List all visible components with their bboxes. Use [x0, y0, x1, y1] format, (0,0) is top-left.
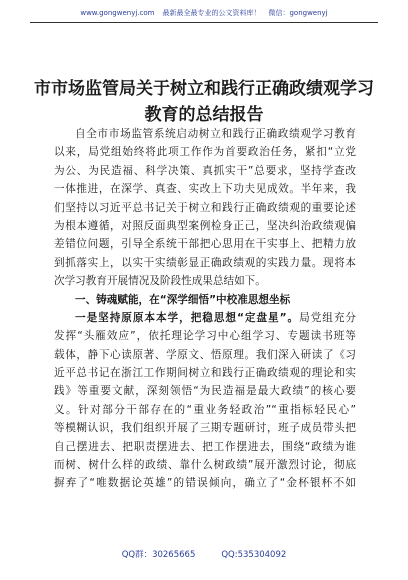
- body-line: 到抓落实上，以实干实绩彰显正确政绩观的实践力量。现将本: [54, 256, 356, 269]
- body-line: 等模糊认识，我们组织开展了三期专题研讨，班子成员带头把: [54, 422, 356, 435]
- header-wechat: 微信：gongwenyj: [268, 9, 328, 17]
- header-site[interactable]: www.gongwenyj.com: [80, 9, 155, 17]
- body-line: 自全市市场监管系统启动树立和践行正确政绩观学习教育: [75, 128, 356, 140]
- body-line: 次学习教育开展情况及阶段性成果总结如下。: [54, 275, 266, 288]
- body-line: 摒弃了“唯数据论英雄”的错误倾向，确立了“金杯银杯不如: [54, 477, 356, 490]
- footer-qq-group: QQ群：30265665: [121, 550, 196, 560]
- document-title: [0, 76, 408, 128]
- subsection-lead: 一是坚持原原本本学，把稳思想“定盘星”。: [75, 311, 300, 324]
- subsection-lead-rest: 局党组充分: [299, 311, 356, 324]
- document-body: [54, 125, 356, 493]
- body-line: 以来，局党组始终将此项工作作为首要政治任务，紧扣“立党: [54, 146, 356, 159]
- header-slogan: 最新最全最专业的公文资料库！: [162, 9, 261, 17]
- body-line: 自己摆进去、把职责摆进去、把工作摆进去，围绕“政绩为谁: [54, 440, 356, 453]
- body-line: 义。针对部分干部存在的“重业务轻政治”“重指标轻民心”: [54, 403, 356, 416]
- body-line: 们坚持以习近平总书记关于树立和践行正确政绩观的重要论述: [54, 201, 356, 214]
- body-line: 载体，静下心读原著、学原文、悟原理。我们深入研读了《习: [54, 348, 356, 361]
- body-line: 近平总书记在浙江工作期间树立和践行正确政绩观的理论和实: [54, 367, 356, 380]
- title-line-1: 市市场监管局关于树立和践行正确政绩观学习: [34, 79, 374, 99]
- body-line: 而树、树什么样的政绩、靠什么树政绩”展开激烈讨论，彻底: [54, 459, 356, 472]
- section-heading: 一、铸魂赋能，在“深学细悟”中校准思想坐标: [75, 293, 291, 306]
- body-line: 为公、为民造福、科学决策、真抓实干”总要求，坚持学查改: [54, 164, 356, 177]
- header-divider: [30, 22, 378, 23]
- body-line: 一体推进，在深学、真查、实改上下功夫见成效。半年来，我: [54, 183, 356, 196]
- body-line: 差错位问题，引导全系统干部把心思用在干实事上、把精力放: [54, 238, 356, 251]
- body-line: [54, 309, 356, 327]
- body-line: 践》等重要文献，深刻领悟“为民造福是最大政绩”的核心要: [54, 385, 356, 398]
- title-line-2: 教育的总结报告: [144, 105, 264, 125]
- footer-qq-contact: QQ:535304092: [221, 550, 287, 560]
- body-line: 为根本遵循，对照反面典型案例检身正己，坚决纠治政绩观偏: [54, 219, 356, 232]
- body-line: 发挥“头雁效应”，依托理论学习中心组学习、专题读书班等: [54, 330, 356, 343]
- page-footer: [0, 548, 408, 560]
- page-header: [0, 8, 408, 18]
